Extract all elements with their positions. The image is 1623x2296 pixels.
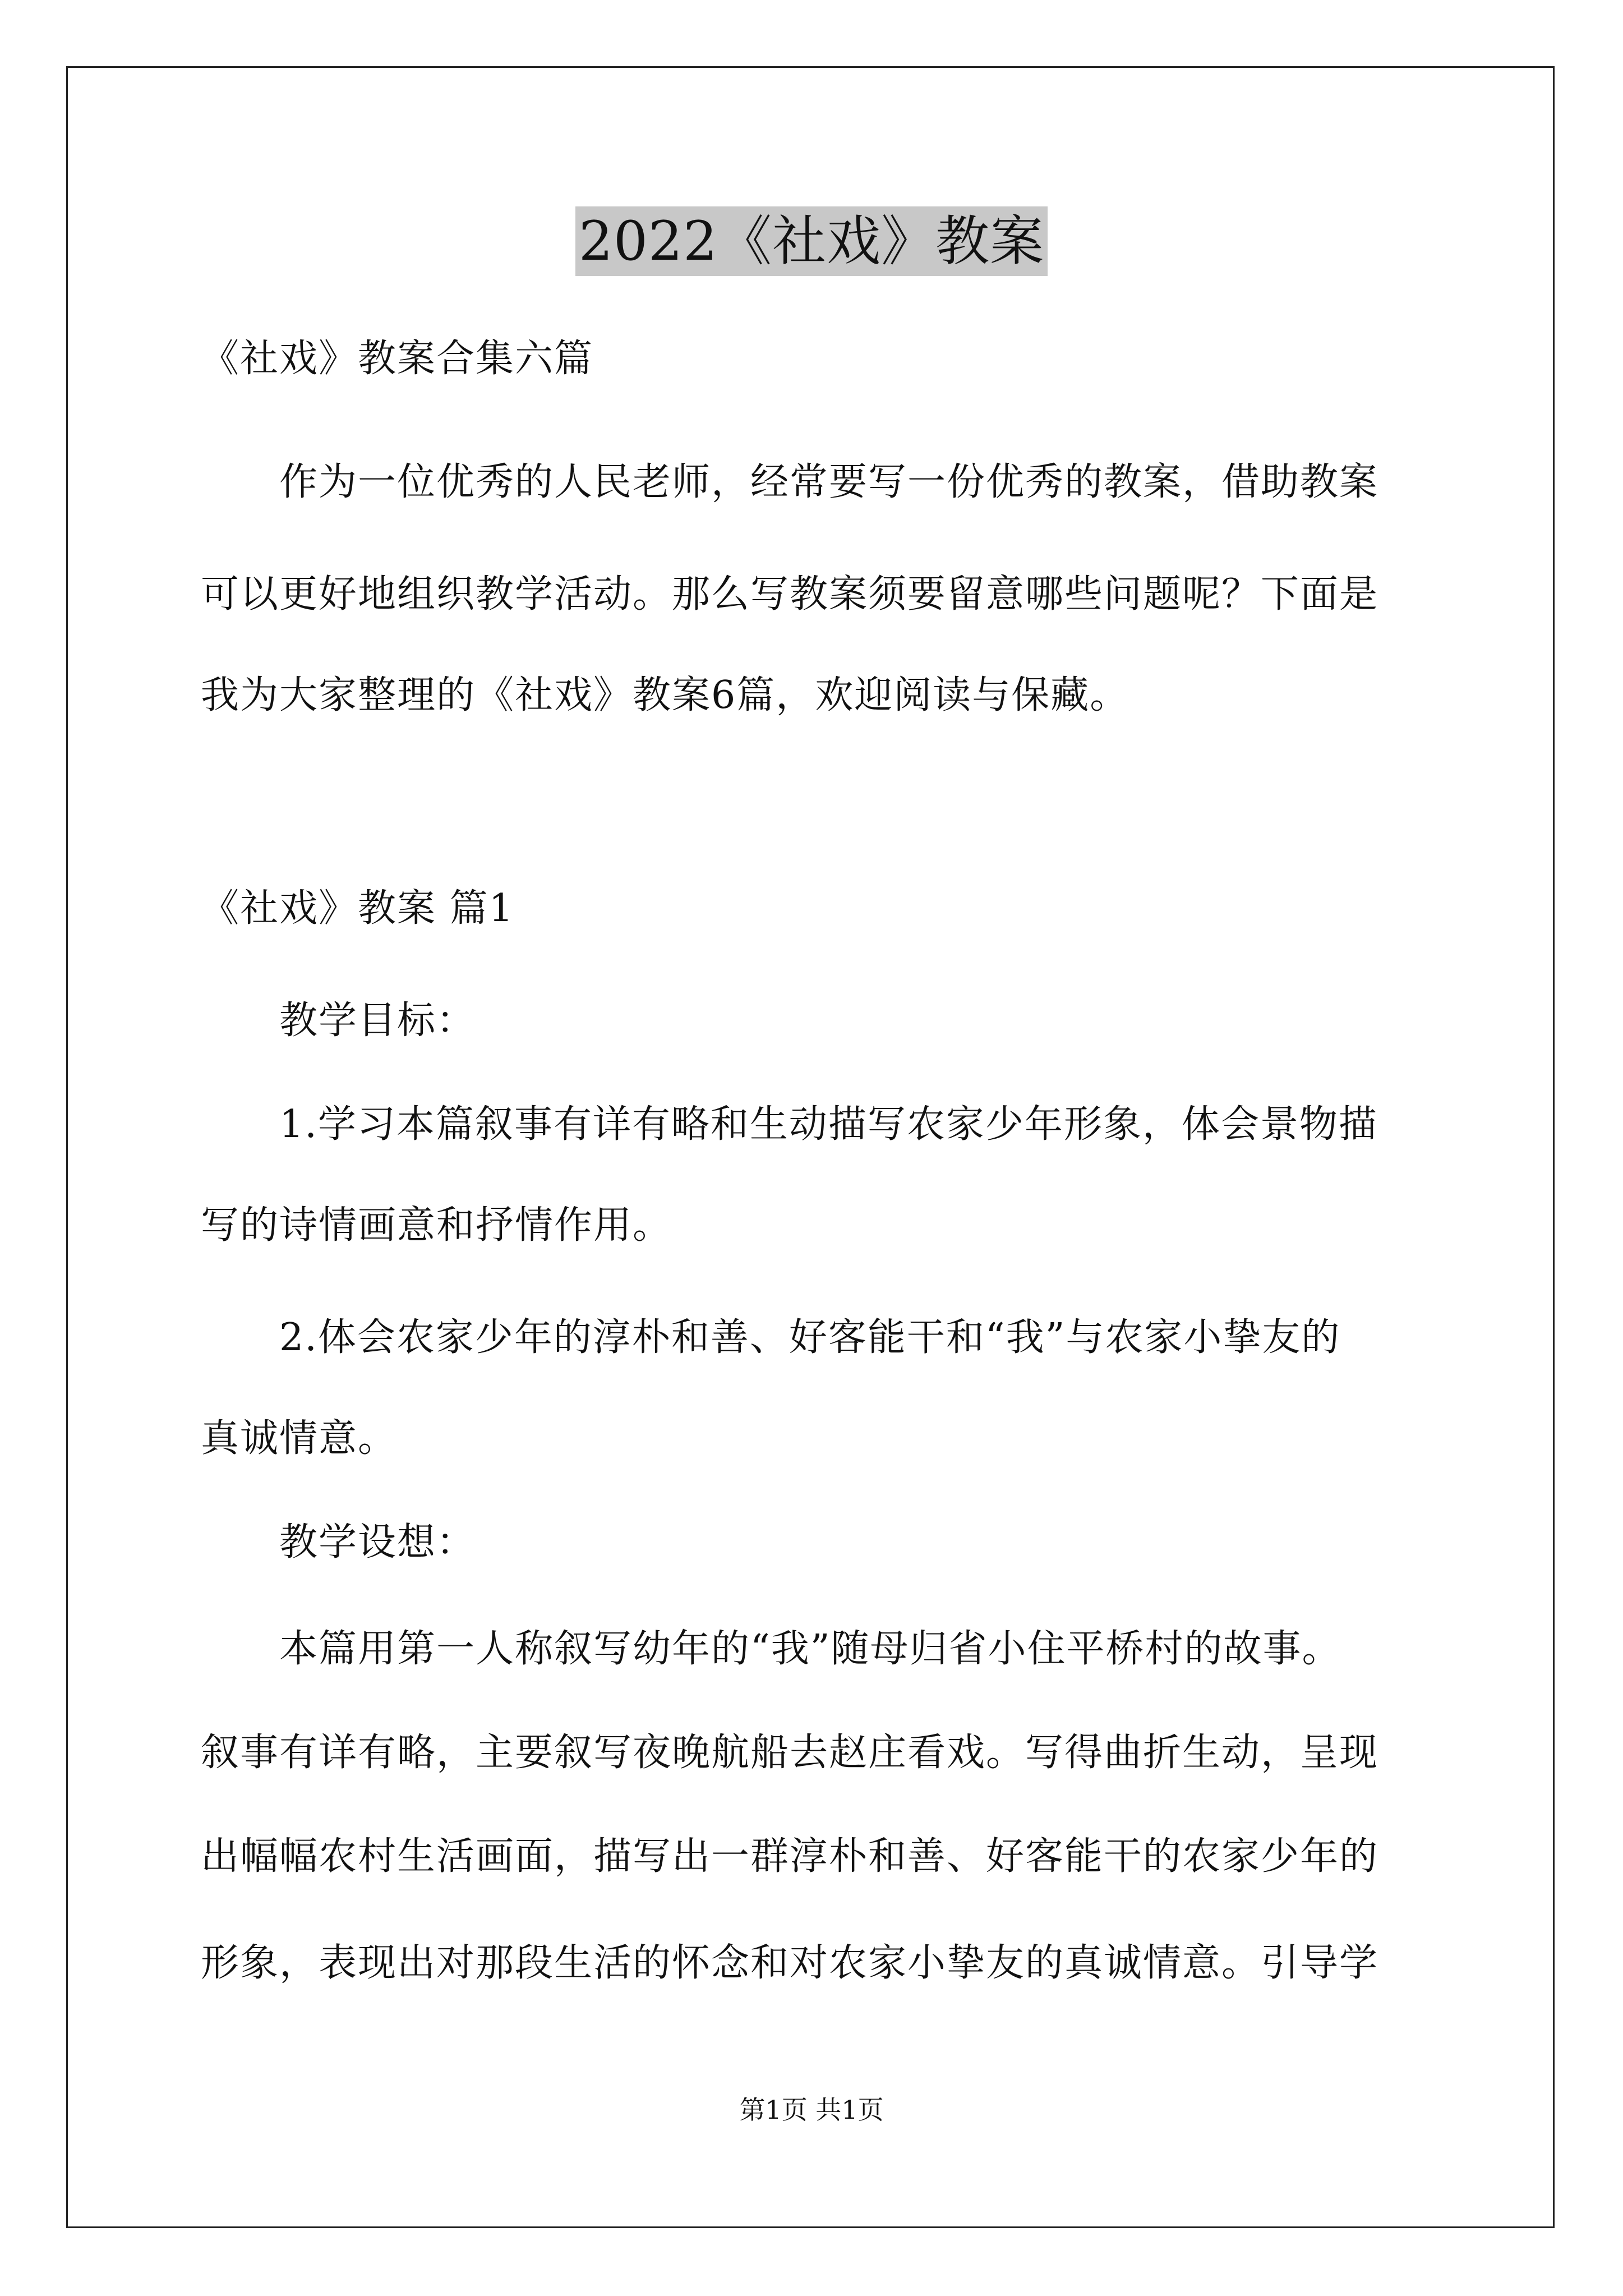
paragraph-line: 本篇用第一人称叙写幼年的“我”随母归省小住平桥村的故事。	[279, 1627, 1341, 1671]
paragraph-line: 写的诗情画意和抒情作用。	[201, 1203, 672, 1248]
paragraph-line: 我为大家整理的《社戏》教案6篇，欢迎阅读与保藏。	[201, 673, 1129, 717]
paragraph-line: 教学设想：	[279, 1520, 476, 1565]
section-heading: 《社戏》教案 篇1	[201, 886, 514, 931]
subtitle: 《社戏》教案合集六篇	[201, 337, 594, 381]
paragraph-line: 2.体会农家少年的淳朴和善、好客能干和“我”与农家小挚友的	[279, 1315, 1341, 1360]
paragraph-line: 教学目标：	[279, 999, 476, 1043]
paragraph-line: 形象，表现出对那段生活的怀念和对农家小挚友的真诚情意。引导学	[201, 1941, 1379, 1985]
paragraph-line: 真诚情意。	[201, 1416, 398, 1461]
page-footer: 第1页 共1页	[739, 2095, 884, 2125]
paragraph-line: 作为一位优秀的人民老师，经常要写一份优秀的教案，借助教案	[279, 460, 1379, 504]
paragraph-line: 1.学习本篇叙事有详有略和生动描写农家少年形象，体会景物描	[279, 1102, 1378, 1147]
paragraph-line: 出幅幅农村生活画面，描写出一群淳朴和善、好客能干的农家少年的	[201, 1834, 1379, 1879]
title-container	[0, 206, 1623, 276]
paragraph-line: 叙事有详有略，主要叙写夜晚航船去赵庄看戏。写得曲折生动，呈现	[201, 1731, 1379, 1775]
paragraph-line: 可以更好地组织教学活动。那么写教案须要留意哪些问题呢？下面是	[201, 572, 1379, 616]
document-title: 2022《社戏》教案	[575, 206, 1048, 276]
